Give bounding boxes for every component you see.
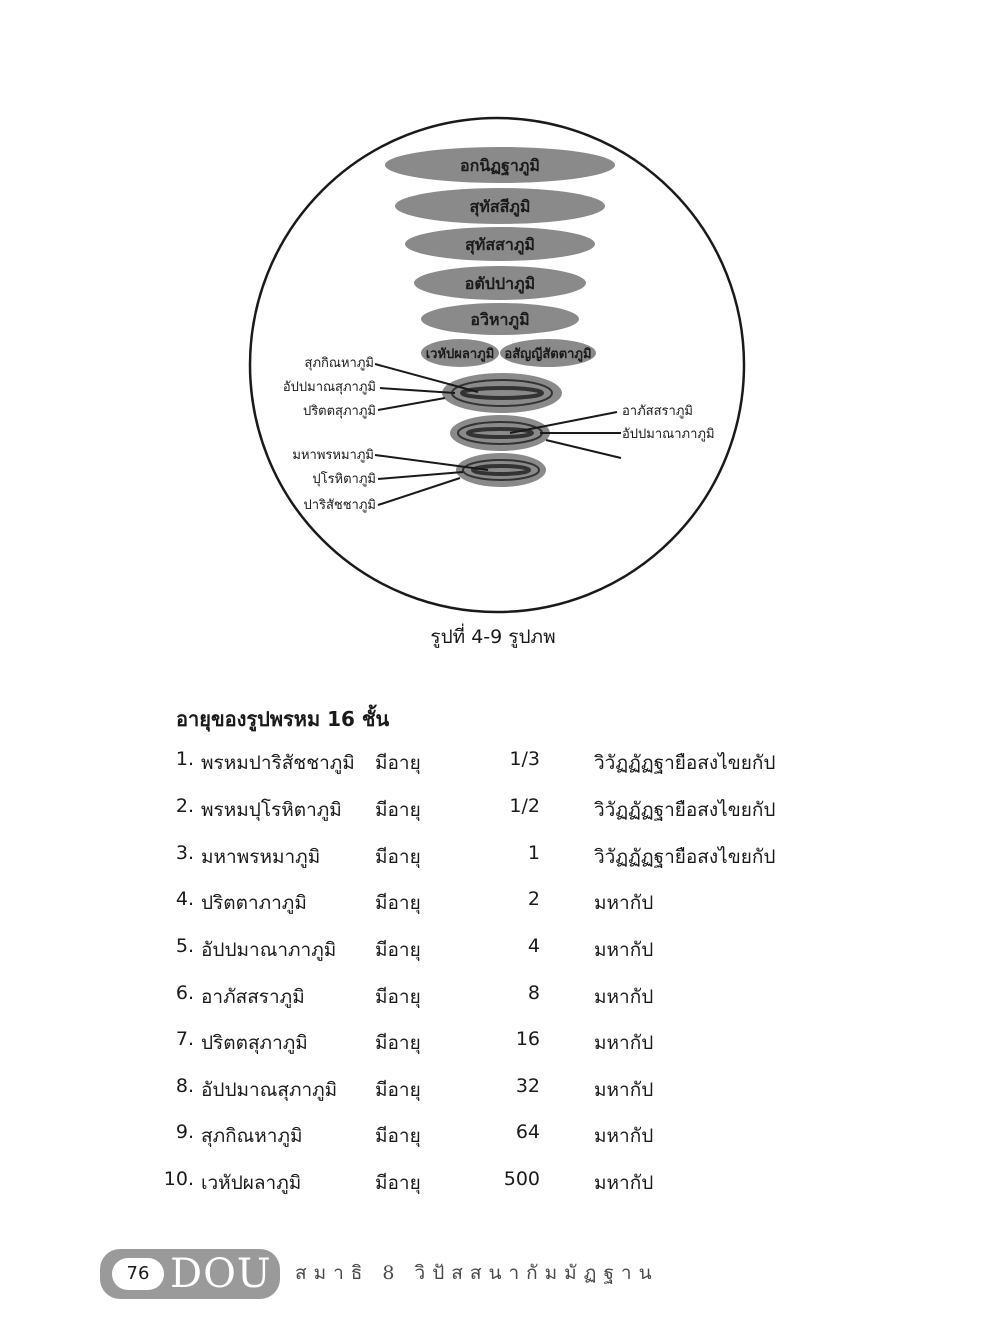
lifespan-row [0, 888, 1000, 922]
lifespan-row [0, 1075, 1000, 1109]
plane-label-aviha: อวิหาภูมิ [470, 310, 530, 329]
row-age-value: 1 [527, 842, 540, 864]
row-number: 10. [163, 1168, 194, 1190]
row-age-label: มีอายุ [375, 986, 421, 1008]
row-number: 6. [175, 982, 194, 1004]
row-age-label: มีอายุ [375, 752, 421, 774]
plane-label-vehapphala: เวหัปผลาภูมิ [425, 347, 495, 362]
first-jhana-outer [456, 453, 546, 487]
lifespan-row [0, 795, 1000, 829]
row-age-value: 64 [515, 1121, 540, 1143]
row-number: 7. [175, 1028, 194, 1050]
page-number: 76 [112, 1258, 164, 1290]
row-plane-name: พรหมปุโรหิตาภูมิ [201, 799, 342, 821]
callout-mahabrahma: มหาพรหมาภูมิ [292, 448, 374, 463]
row-age-unit: มหากัป [594, 986, 654, 1008]
row-age-value: 1/2 [509, 795, 540, 817]
row-age-label: มีอายุ [375, 892, 421, 914]
row-age-unit: มหากัป [594, 1079, 654, 1101]
callout-line-parisajja [378, 478, 460, 505]
callout-appamanasubha: อัปปมาณสุภาภูมิ [282, 380, 376, 395]
footer-badge [100, 1249, 280, 1299]
book-title: สมาธิ 8 วิปัสสนากัมมัฏฐาน [295, 1262, 659, 1284]
row-age-value: 16 [515, 1028, 540, 1050]
callout-purohita: ปุโรหิตาภูมิ [312, 472, 376, 487]
row-number: 4. [175, 888, 194, 910]
second-jhana-outer [450, 415, 550, 451]
callout-line-purohita [378, 472, 463, 479]
plane-label-sudassa: สุทัสสาภูมิ [465, 235, 535, 254]
rupa-bhava-diagram [0, 0, 1000, 620]
row-age-unit: วิวัฏฏัฏฐายือสงไขยกัป [594, 752, 776, 774]
row-age-unit: มหากัป [594, 1032, 654, 1054]
row-age-label: มีอายุ [375, 799, 421, 821]
row-age-unit: วิวัฏฏัฏฐายือสงไขยกัป [594, 846, 776, 868]
row-age-unit: มหากัป [594, 892, 654, 914]
row-number: 1. [175, 748, 194, 770]
dou-logo: DOU [170, 1251, 272, 1297]
row-plane-name: มหาพรหมาภูมิ [201, 846, 321, 868]
row-number: 2. [175, 795, 194, 817]
row-age-value: 4 [527, 935, 540, 957]
lifespan-row [0, 1168, 1000, 1202]
callout-parittasubha: ปริตตสุภาภูมิ [302, 404, 376, 419]
callout-parisajja: ปาริสัชชาภูมิ [303, 498, 376, 513]
row-age-unit: วิวัฏฏัฏฐายือสงไขยกัป [594, 799, 776, 821]
row-plane-name: สุภกิณหาภูมิ [201, 1125, 303, 1147]
row-plane-name: ปริตตาภาภูมิ [201, 892, 307, 914]
lifespan-row [0, 935, 1000, 969]
callout-line-parittabha [546, 440, 621, 458]
row-age-value: 32 [515, 1075, 540, 1097]
lifespan-row [0, 1028, 1000, 1062]
row-age-label: มีอายุ [375, 939, 421, 961]
page-footer [100, 1249, 900, 1299]
row-age-label: มีอายุ [375, 846, 421, 868]
row-age-unit: มหากัป [594, 939, 654, 961]
row-age-unit: มหากัป [594, 1172, 654, 1194]
row-plane-name: พรหมปาริสัชชาภูมิ [201, 752, 355, 774]
row-age-label: มีอายุ [375, 1172, 421, 1194]
row-plane-name: อัปปมาณสุภาภูมิ [201, 1079, 338, 1101]
figure-caption: รูปที่ 4-9 รูปภพ [430, 626, 556, 648]
lifespan-row [0, 842, 1000, 876]
callout-abhassara: อาภัสสราภูมิ [622, 404, 693, 419]
lifespan-row [0, 982, 1000, 1016]
row-age-label: มีอายุ [375, 1079, 421, 1101]
row-number: 3. [175, 842, 194, 864]
row-age-value: 500 [503, 1168, 540, 1190]
plane-label-atappa: อตัปปาภูมิ [464, 274, 536, 293]
row-age-value: 1/3 [509, 748, 540, 770]
plane-label-akanittha: อกนิฏฐาภูมิ [460, 156, 540, 175]
section-title: อายุของรูปพรหม 16 ชั้น [176, 707, 390, 731]
callout-subhakinha: สุภกิณหาภูมิ [304, 356, 374, 371]
row-plane-name: อาภัสสราภูมิ [201, 986, 305, 1008]
row-plane-name: อัปปมาณาภาภูมิ [201, 939, 337, 961]
row-age-unit: มหากัป [594, 1125, 654, 1147]
row-number: 9. [175, 1121, 194, 1143]
row-number: 5. [175, 935, 194, 957]
row-age-label: มีอายุ [375, 1125, 421, 1147]
callout-appamanabha: อัปปมาณาภาภูมิ [622, 427, 715, 442]
plane-label-asanna: อสัญญีสัตตาภูมิ [504, 347, 592, 362]
row-age-value: 2 [527, 888, 540, 910]
callout-line-parittasubha [378, 398, 445, 410]
lifespan-row [0, 1121, 1000, 1155]
row-plane-name: เวหัปผลาภูมิ [201, 1172, 302, 1194]
row-age-value: 8 [527, 982, 540, 1004]
row-plane-name: ปริตตสุภาภูมิ [201, 1032, 308, 1054]
row-number: 8. [175, 1075, 194, 1097]
lifespan-row [0, 748, 1000, 782]
plane-label-sudassi: สุทัสสีภูมิ [469, 197, 531, 216]
row-age-label: มีอายุ [375, 1032, 421, 1054]
